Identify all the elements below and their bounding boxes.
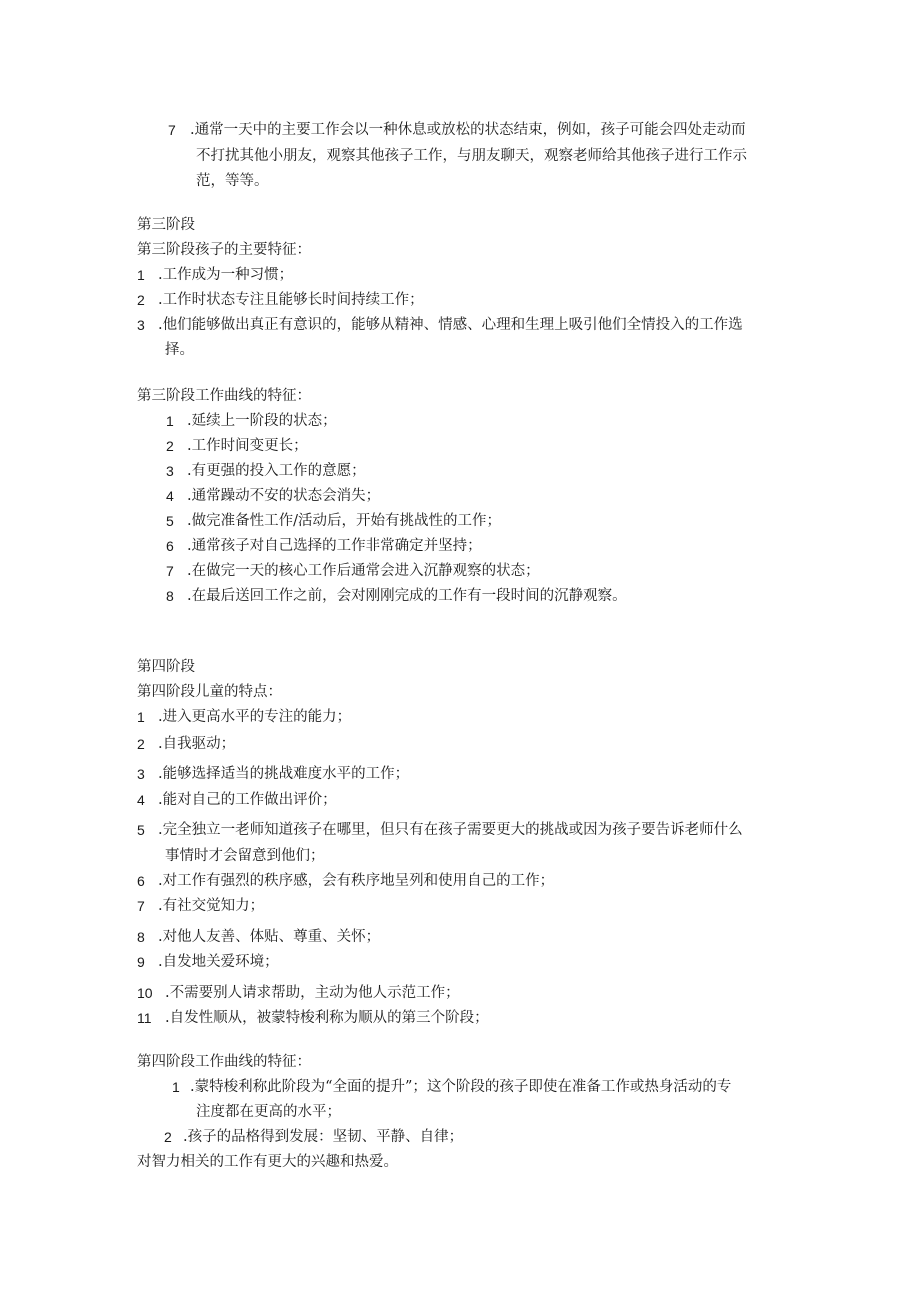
- list-text: .完全独立一老师知道孩子在哪里，但只有在孩子需要更大的挑战或因为孩子要告诉老师什么: [158, 822, 743, 838]
- list-number: 1: [137, 267, 145, 283]
- stage3-features-title: 第三阶段孩子的主要特征：: [137, 242, 311, 258]
- list-number: 1: [166, 413, 174, 429]
- list-text: 注度都在更高的水平；: [196, 1104, 341, 1120]
- list-number: 7: [166, 563, 174, 579]
- stage4-closing: 对智力相关的工作有更大的兴趣和热爱。: [137, 1154, 398, 1170]
- list-number: 8: [137, 929, 145, 945]
- list-number: 2: [137, 736, 145, 752]
- list-text: .工作时状态专注且能够长时间持续工作；: [158, 292, 424, 308]
- stage3-curve-title: 第三阶段工作曲线的特征：: [137, 388, 311, 404]
- list-text: .能够选择适当的挑战难度水平的工作；: [158, 766, 410, 782]
- stage3-heading: 第三阶段: [137, 217, 195, 233]
- list-number: 7: [168, 122, 176, 138]
- list-number: 6: [166, 538, 174, 554]
- list-number: 2: [137, 292, 145, 308]
- list-number: 5: [137, 822, 145, 838]
- list-text: .通常躁动不安的状态会消失；: [187, 488, 381, 504]
- list-text: .做完准备性工作/活动后，开始有挑战性的工作；: [187, 513, 501, 529]
- list-text: .对工作有强烈的秩序感，会有秩序地呈列和使用自己的工作；: [158, 873, 555, 889]
- list-text: .自发性顺从，被蒙特梭利称为顺从的第三个阶段；: [165, 1010, 489, 1026]
- list-number: 1: [172, 1079, 180, 1095]
- list-number: 5: [166, 513, 174, 529]
- list-number: 10: [137, 985, 153, 1001]
- list-text: .在最后送回工作之前，会对刚刚完成的工作有一段时间的沉静观察。: [187, 588, 627, 604]
- list-text: .在做完一天的核心工作后通常会进入沉静观察的状态；: [187, 563, 540, 579]
- list-number: 2: [164, 1129, 172, 1145]
- list-number: 4: [166, 488, 174, 504]
- list-text: .进入更高水平的专注的能力；: [158, 709, 352, 725]
- list-number: 3: [137, 766, 145, 782]
- stage4-features-title: 第四阶段儿童的特点：: [137, 684, 282, 700]
- list-number: 6: [137, 873, 145, 889]
- list-text: .不需要别人请求帮助，主动为他人示范工作；: [165, 985, 460, 1001]
- list-text: 择。: [165, 342, 194, 358]
- list-number: 7: [137, 898, 145, 914]
- list-text: .自发地关爱环境；: [158, 954, 279, 970]
- stage4-heading: 第四阶段: [137, 659, 195, 675]
- list-text: .自我驱动；: [158, 736, 236, 752]
- list-text: .工作时间变更长；: [187, 438, 308, 454]
- list-number: 11: [137, 1010, 152, 1026]
- list-number: 2: [166, 438, 174, 454]
- list-text: .工作成为一种习惯；: [158, 267, 294, 283]
- list-number: 8: [166, 588, 174, 604]
- list-text: 不打扰其他小朋友，观察其他孩子工作，与朋友聊天，观察老师给其他孩子进行工作示: [196, 148, 747, 164]
- list-text: .蒙特梭利称此阶段为“全面的提升”；这个阶段的孩子即使在准备工作或热身活动的专: [190, 1079, 732, 1095]
- list-text: .有社交觉知力；: [158, 898, 265, 914]
- list-number: 4: [137, 792, 145, 808]
- list-text: .通常孩子对自己选择的工作非常确定并坚持；: [187, 538, 482, 554]
- list-text: .对他人友善、体贴、尊重、关怀；: [158, 929, 381, 945]
- list-text: .能对自己的工作做出评价；: [158, 792, 337, 808]
- list-number: 9: [137, 954, 145, 970]
- list-text: .有更强的投入工作的意愿；: [187, 463, 366, 479]
- list-number: 1: [137, 709, 145, 725]
- list-text: 范，等等。: [196, 173, 269, 189]
- list-text: .他们能够做出真正有意识的，能够从精神、情感、心理和生理上吸引他们全情投入的工作选: [158, 317, 743, 333]
- list-number: 3: [166, 463, 174, 479]
- list-text: .孩子的品格得到发展：坚韧、平静、自律；: [183, 1129, 464, 1145]
- list-number: 3: [137, 317, 145, 333]
- list-text: .通常一天中的主要工作会以一种休息或放松的状态结束，例如，孩子可能会四处走动而: [190, 122, 746, 138]
- list-text: .延续上一阶段的状态；: [187, 413, 337, 429]
- list-text: 事情时才会留意到他们；: [165, 848, 325, 864]
- stage4-curve-title: 第四阶段工作曲线的特征：: [137, 1054, 311, 1070]
